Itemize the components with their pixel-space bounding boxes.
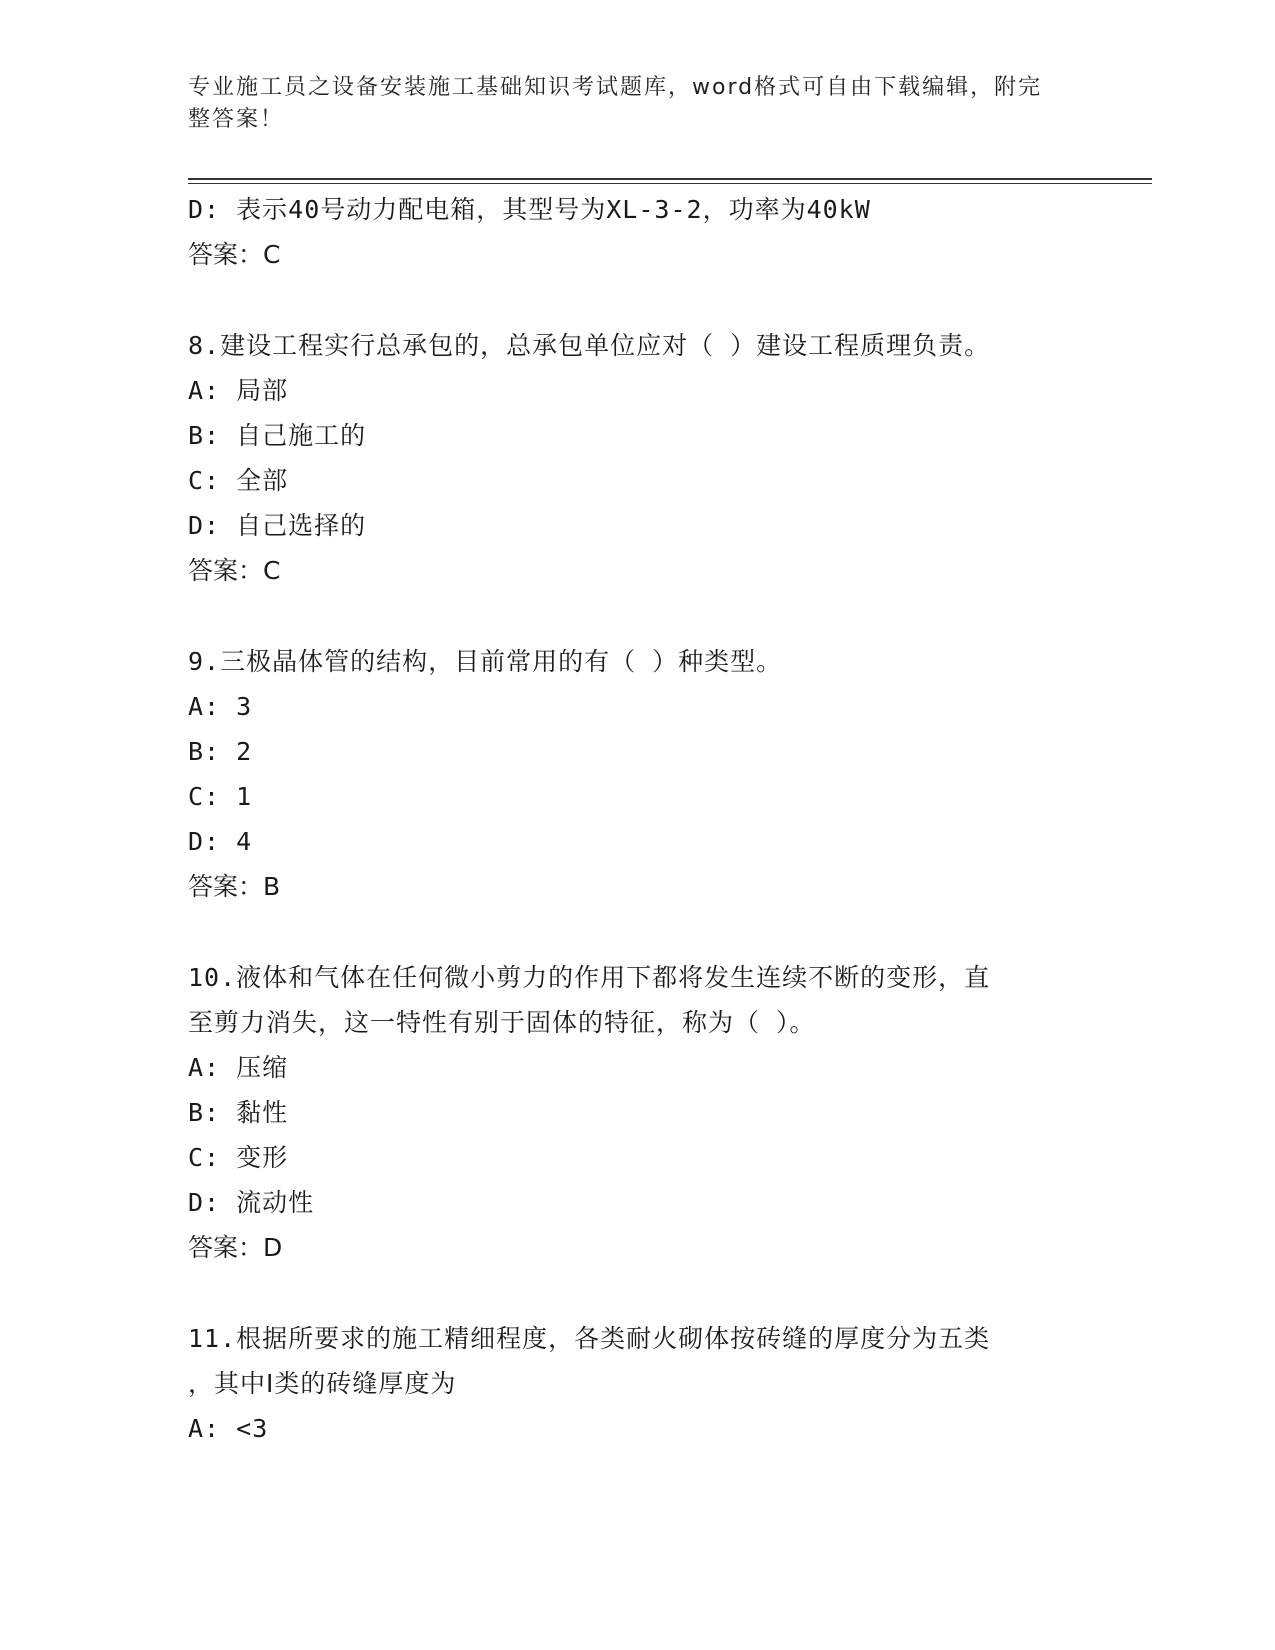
q11-stem-line-2: ，其中Ⅰ类的砖缝厚度为 bbox=[188, 1369, 457, 1398]
q8-answer: 答案：C bbox=[188, 556, 281, 585]
q11-stem-line-1: 11.根据所要求的施工精细程度，各类耐火砌体按砖缝的厚度分为五类 bbox=[188, 1324, 991, 1353]
header-rule-thick bbox=[188, 178, 1152, 180]
document-header bbox=[188, 72, 1068, 136]
q10-answer: 答案：D bbox=[188, 1233, 283, 1262]
q8-stem: 8.建设工程实行总承包的，总承包单位应对（ ）建设工程质理负责。 bbox=[188, 331, 991, 360]
q10-option-c: C: 变形 bbox=[188, 1143, 289, 1172]
q10-option-d: D: 流动性 bbox=[188, 1188, 315, 1217]
q8-option-d: D: 自己选择的 bbox=[188, 511, 367, 540]
q10-option-b: B: 黏性 bbox=[188, 1098, 289, 1127]
prev-option-d: D: 表示40号动力配电箱，其型号为XL-3-2，功率为40kW bbox=[188, 195, 871, 224]
header-line-2: 整答案！ bbox=[188, 107, 285, 132]
q8-option-a: A: 局部 bbox=[188, 376, 289, 405]
header-rule-thin bbox=[188, 183, 1152, 184]
q10-stem-line-2: 至剪力消失，这一特性有别于固体的特征，称为（ ）。 bbox=[188, 1008, 816, 1037]
q9-option-d: D: 4 bbox=[188, 827, 253, 856]
q8-option-c: C: 全部 bbox=[188, 466, 289, 495]
header-line-1: 专业施工员之设备安装施工基础知识考试题库，word格式可自由下载编辑，附完 bbox=[188, 75, 1043, 100]
q9-answer: 答案：B bbox=[188, 872, 281, 901]
q9-option-a: A: 3 bbox=[188, 692, 253, 721]
q9-option-c: C: 1 bbox=[188, 782, 253, 811]
q9-option-b: B: 2 bbox=[188, 737, 253, 766]
q9-stem: 9.三极晶体管的结构，目前常用的有（ ）种类型。 bbox=[188, 647, 783, 676]
q10-option-a: A: 压缩 bbox=[188, 1053, 289, 1082]
q11-option-a: A: <3 bbox=[188, 1414, 269, 1443]
q10-stem-line-1: 10.液体和气体在任何微小剪力的作用下都将发生连续不断的变形，直 bbox=[188, 963, 991, 992]
q8-option-b: B: 自己施工的 bbox=[188, 421, 367, 450]
prev-answer: 答案：C bbox=[188, 240, 281, 269]
